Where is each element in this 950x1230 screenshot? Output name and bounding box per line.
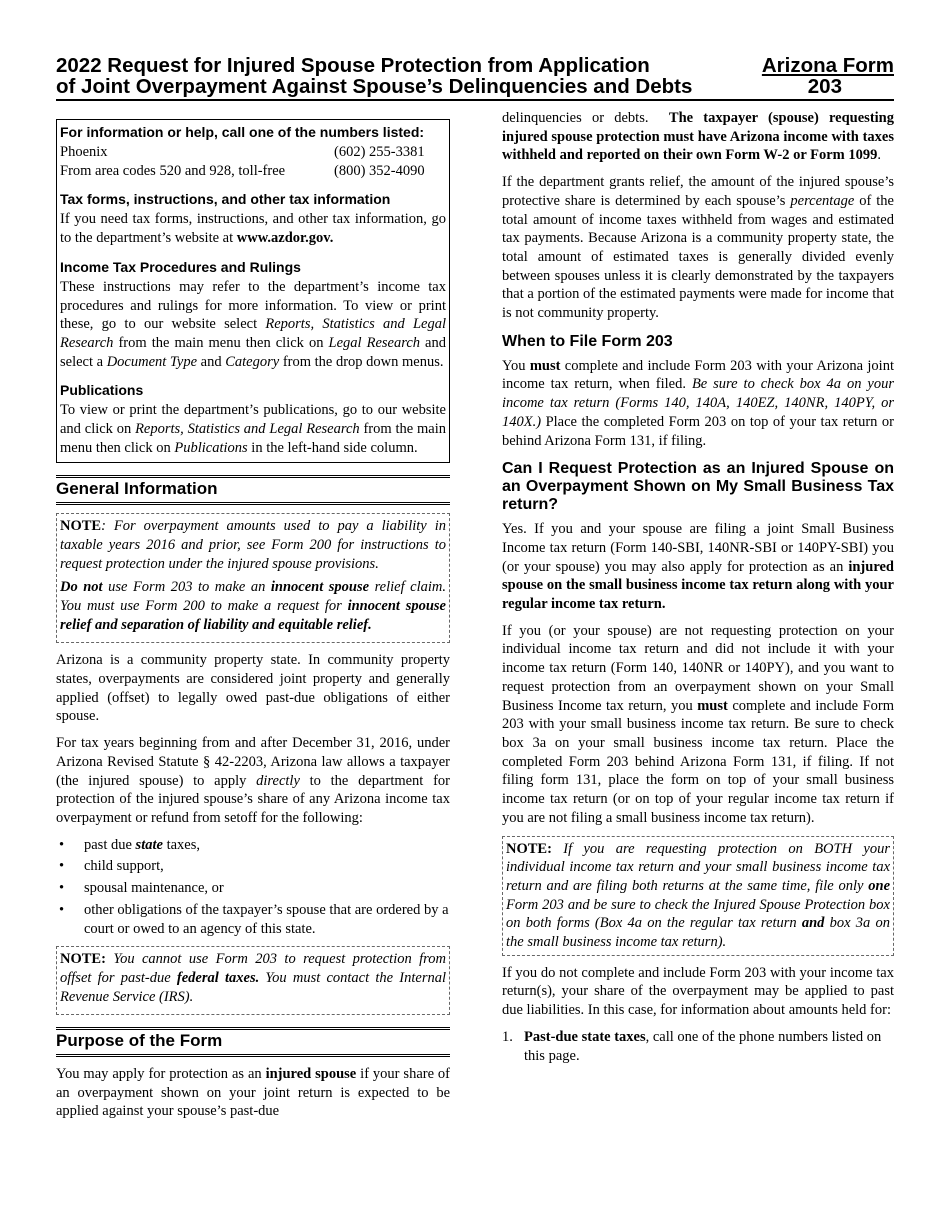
when-to-file-heading: When to File Form 203 bbox=[502, 332, 673, 350]
phone-row-toll-free bbox=[60, 162, 446, 181]
note-federal-taxes: NOTE: You cannot use Form 203 to request protection from offset for past-due federal taxes. You must contact the Internal Revenue Service (IRS). bbox=[60, 951, 446, 1005]
purpose-paragraph-continued: delinquencies or debts. The taxpayer (spouse) requesting injured spouse protection must have Arizona income with taxes withheld and reported on their own Form W-2 or Form 1099. bbox=[502, 110, 894, 164]
list-item: • child support, bbox=[56, 857, 450, 876]
form-title-line-1: 2022 Request for Injured Spouse Protection from Application bbox=[56, 54, 650, 77]
relief-paragraph: If the department grants relief, the amount of the injured spouse’s protective share is determined by each spouse’s percentage of the total amount of income taxes withheld from wages and estimated tax payments. Because Arizona is a community property state, the total amount of estimated taxes is generally divided evenly between spouses unless it is clearly demonstrated by the taxpayers that a portion of the estimated payments were made for income that is not community property. bbox=[502, 174, 894, 322]
header-rule bbox=[56, 99, 894, 101]
phone-number: (800) 352-4090 bbox=[334, 162, 425, 179]
publications-heading: Publications bbox=[60, 382, 144, 399]
website-link[interactable]: www.azdor.gov. bbox=[236, 230, 334, 247]
when-to-file-paragraph: You must complete and include Form 203 with your Arizona joint income tax return, when filed. Be sure to check box 4a on your income tax return (Forms 140, 140A, 140EZ, 140NR, 140PY, or 140X.) Place the completed Form 203 on top of your tax return or behind Arizona Form 131, if filing. bbox=[502, 357, 895, 449]
form-header bbox=[56, 55, 894, 97]
note-innocent-spouse: Do not use Form 203 to make an innocent spouse relief claim. You must use Form 200 to make a request for innocent spouse relief and separation of liability and equitable relief. bbox=[60, 579, 446, 633]
small-business-heading: Can I Request Protection as an Injured Spouse on an Overpayment Shown on My Small Business Tax return? bbox=[502, 460, 894, 514]
info-box bbox=[56, 119, 450, 463]
list-item: • spousal maintenance, or bbox=[56, 879, 450, 898]
general-information-heading: General Information bbox=[56, 475, 450, 505]
federal-taxes-note-box bbox=[56, 946, 450, 1015]
list-item: • past due state taxes, bbox=[56, 836, 450, 855]
purpose-heading: Purpose of the Form bbox=[56, 1027, 450, 1057]
phone-label: Phoenix bbox=[60, 144, 108, 160]
note-prior-years: NOTE: For overpayment amounts used to pay a liability in taxable years 2016 and prior, see Form 200 for instructions to request protection under the injured spouse provisions. bbox=[60, 518, 446, 572]
forms-heading: Tax forms, instructions, and other tax information bbox=[60, 191, 391, 208]
right-column bbox=[502, 109, 894, 1065]
community-property-paragraph: Arizona is a community property state. In community property states, overpayments are considered joint property and generally applied (offset) to legally owed past-due obligations of either spouse. bbox=[56, 652, 450, 725]
list-item: • other obligations of the taxpayer’s spouse that are ordered by a court or owed to an agency of this state. bbox=[56, 901, 450, 938]
list-item: 1. Past-due state taxes, call one of the phone numbers listed on this page. bbox=[502, 1028, 882, 1064]
procedures-heading: Income Tax Procedures and Rulings bbox=[60, 258, 301, 275]
obligations-list bbox=[56, 836, 450, 939]
phone-row-phoenix bbox=[60, 143, 446, 162]
help-heading: For information or help, call one of the numbers listed: bbox=[60, 124, 425, 140]
past-due-paragraph: If you do not complete and include Form 203 with your income tax return(s), your share of the overpayment may be applied to past due liabilities. In this case, for information about amounts held for: bbox=[502, 964, 894, 1019]
forms-paragraph: If you need tax forms, instructions, and other tax information, go to the department’s website at www.azdor.gov. bbox=[60, 211, 446, 247]
small-business-instructions: If you (or your spouse) are not requesting protection on your individual income tax return and did not include it with your income tax return (Form 140, 140NR or 140PY), and you want to request protection from an overpayment shown on your Small Business Income tax return, you must complete and include Form 203 with your small business income tax return. Be sure to check box 3a on your small business income tax return. Place the completed Form 203 behind Arizona Form 131, if filing. If not filing form 131, place the form on top of your small business income tax return (or on top of your regular income tax return if you are not filing a small business income tax return). bbox=[502, 622, 894, 826]
small-business-paragraph: Yes. If you and your spouse are filing a joint Small Business Income tax return (Form 140-SBI, 140NR-SBI or 140PY-SBI) you (or your spouse) you may also apply for protection as an injured spouse on the small business income tax return along with your regular income tax return. bbox=[502, 521, 894, 613]
phone-label: From area codes 520 and 928, toll-free bbox=[60, 162, 286, 179]
purpose-paragraph-start: You may apply for protection as an injured spouse if your share of an overpayment shown on your joint return is expected to be applied against your spouse’s past-due bbox=[56, 1066, 451, 1120]
form-number: 203 bbox=[807, 75, 842, 98]
left-column bbox=[56, 119, 450, 1121]
general-note-box bbox=[56, 513, 450, 643]
both-returns-note-box bbox=[502, 836, 894, 956]
procedures-paragraph: These instructions may refer to the department’s income tax procedures and rulings for more information. To view or print these, go to our website select Reports, Statistics and Legal Research from the main menu then click on Legal Research and select a Document Type and Category from the drop down menus. bbox=[60, 278, 447, 370]
form-title-line-2: of Joint Overpayment Against Spouse’s Delinquencies and Debts bbox=[56, 75, 693, 98]
statute-paragraph: For tax years beginning from and after December 31, 2016, under Arizona Revised Statute § 42-2203, Arizona law allows a taxpayer (the injured spouse) to apply directly to the department for protection of the injured spouse’s share of any Arizona income tax overpayment or refund from setoff for the following: bbox=[56, 735, 450, 826]
amounts-held-list bbox=[502, 1028, 894, 1065]
note-both-returns: NOTE: If you are requesting protection on BOTH your individual income tax return and your small business income tax return and are filing both returns at the same time, file only one Form 203 and be sure to check the Injured Spouse Protection box on both forms (Box 4a on the regular tax return and box 3a on the small business income tax return). bbox=[506, 840, 890, 951]
form-name-label: Arizona Form bbox=[761, 54, 894, 77]
phone-number: (602) 255-3381 bbox=[334, 144, 425, 160]
publications-paragraph: To view or print the department’s publications, go to our website and click on Reports, Statistics and Legal Research from the main menu then click on Publications in the left-hand side column. bbox=[60, 402, 446, 456]
